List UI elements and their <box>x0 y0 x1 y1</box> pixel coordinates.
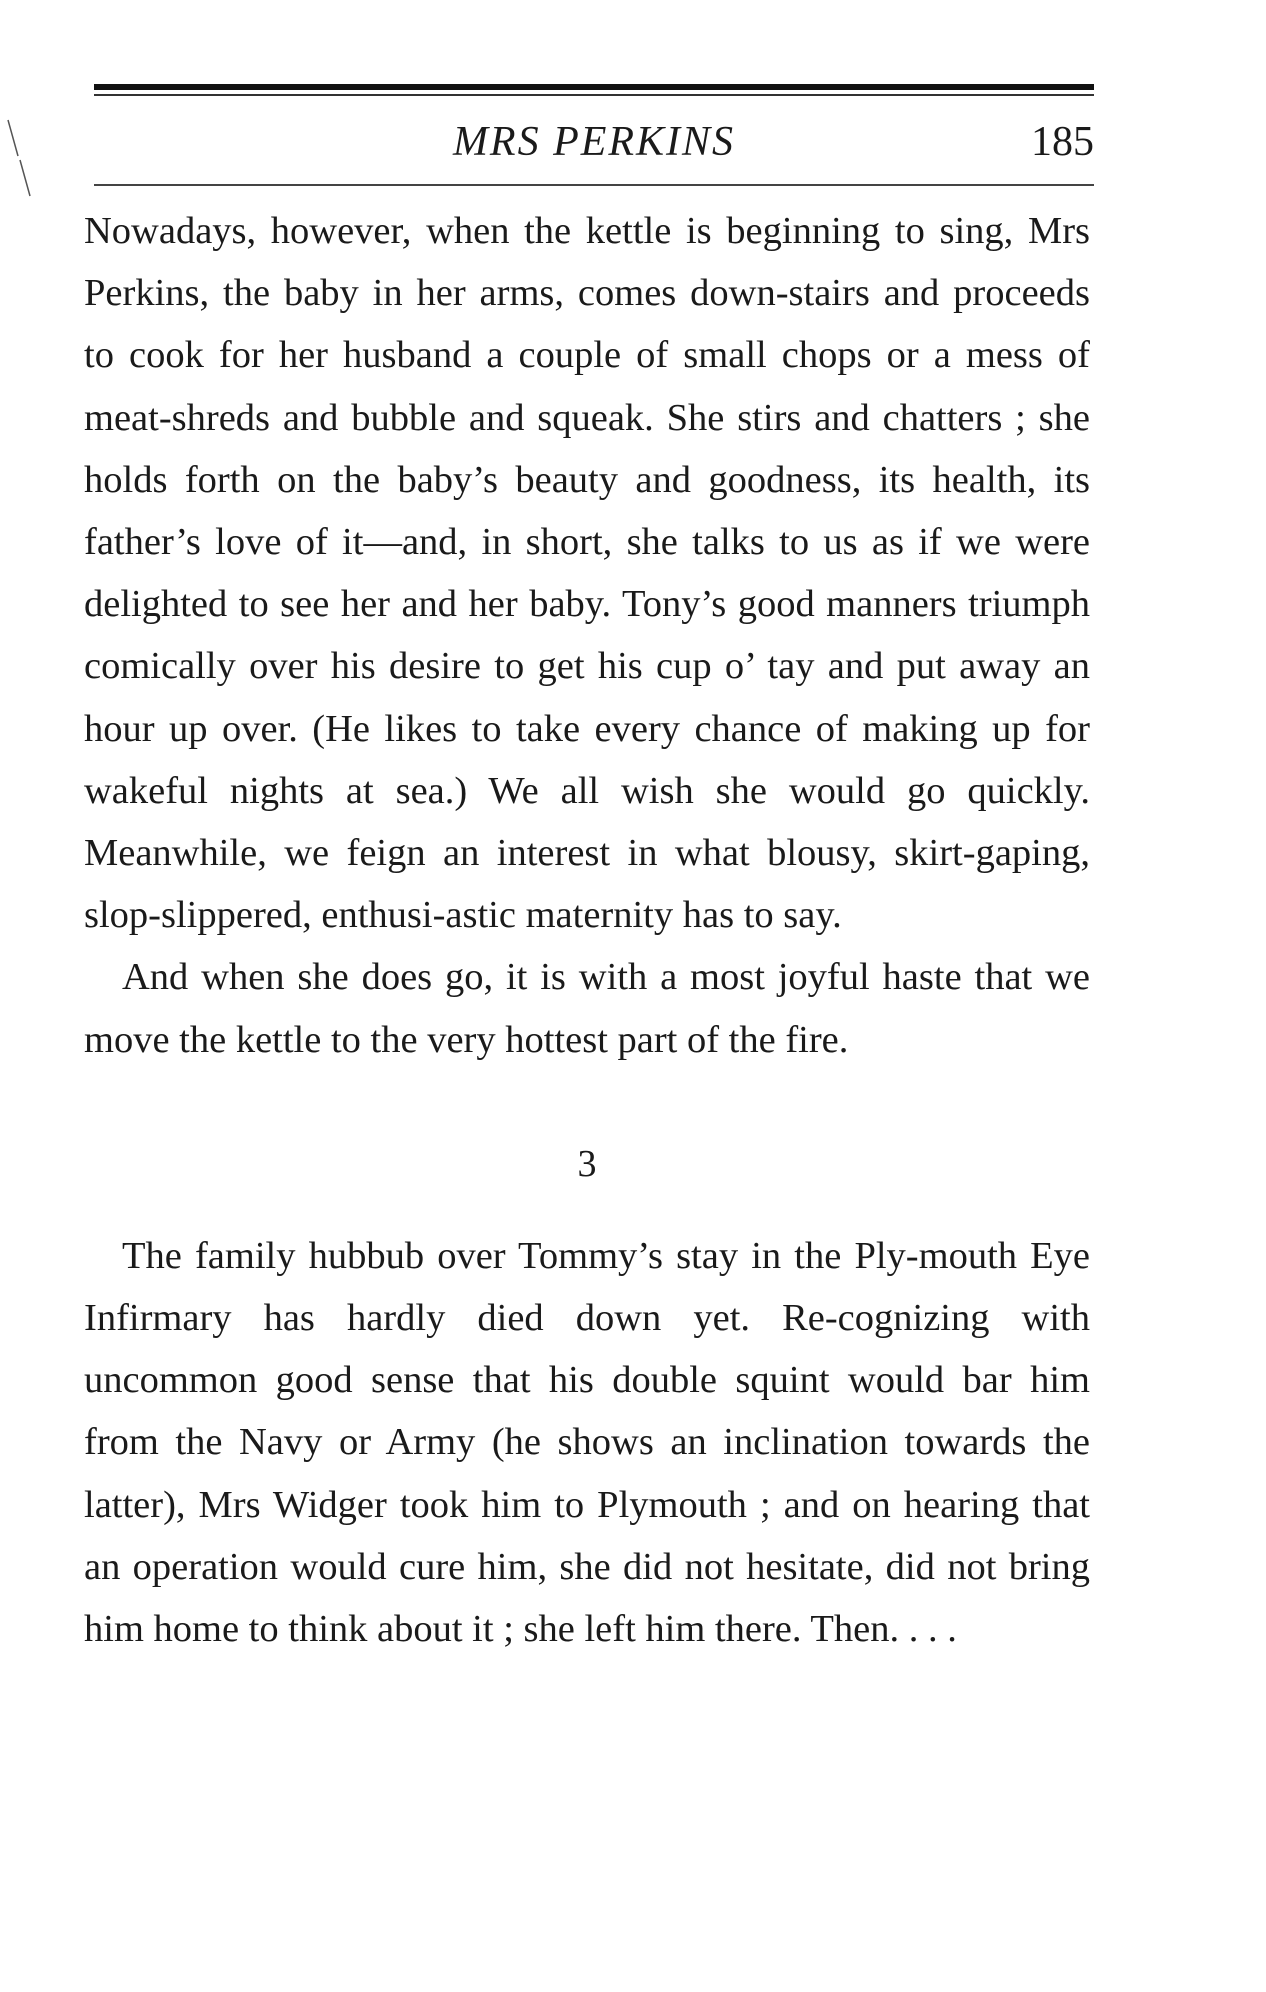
section-number: 3 <box>577 1142 597 1185</box>
body-text <box>84 200 1090 1660</box>
header-rule-thick <box>94 84 1094 90</box>
running-head <box>94 112 1094 172</box>
header-rule-thin <box>94 94 1094 96</box>
margin-scan-mark <box>6 118 34 198</box>
paragraph-1: Nowadays, however, when the kettle is beginning to sing, Mrs Perkins, the baby in her arms, comes down-stairs and proceeds to cook for her husband a couple of small chops or a mess of meat-shreds and bubble and squeak. She stirs and chatters ; she holds forth on the baby’s beauty and goodness, its health, its father’s love of it—and, in short, she talks to us as if we were delighted to see her and her baby. Tony’s good manners triumph comically over his desire to get his cup o’ tay and put away an hour up over. (He likes to take every chance of making up for wakeful nights at sea.) We all wish she would go quickly. Meanwhile, we feign an interest in what blousy, skirt-gaping, slop-slippered, enthusi-astic maternity has to say. <box>84 210 1090 937</box>
running-title: MRS PERKINS <box>452 119 736 165</box>
paragraph-3: The family hubbub over Tommy’s stay in the Ply-mouth Eye Infirmary has hardly died down yet. Re-cognizing with uncommon good sense that his double squint would bar him from the Navy or Army (he shows an inclination towards the latter), Mrs Widger took him to Plymouth ; and on hearing that an operation would cure him, she did not hesitate, did not bring him home to think about it ; she left him there. Then. . . . <box>84 1234 1090 1651</box>
header-underline <box>94 184 1094 186</box>
paragraph-2: And when she does go, it is with a most joyful haste that we move the kettle to the very hottest part of the fire. <box>84 956 1090 1061</box>
page-number: 185 <box>1031 119 1094 165</box>
